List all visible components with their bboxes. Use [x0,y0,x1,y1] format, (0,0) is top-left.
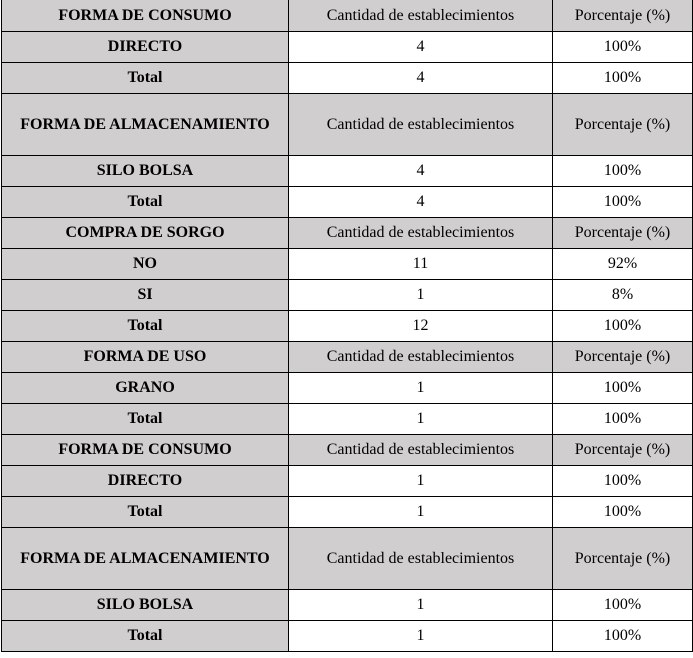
percent-column-header: Porcentaje (%) [553,0,693,32]
percent-column-header: Porcentaje (%) [553,528,693,590]
table-row [2,63,693,94]
percent-column-header: Porcentaje (%) [553,94,693,156]
section-title: FORMA DE CONSUMO [2,435,289,466]
percent-column-header: Porcentaje (%) [553,435,693,466]
row-label: Total [2,497,289,528]
section-header-row [2,218,693,249]
row-count: 1 [289,497,553,528]
section-title: FORMA DE USO [2,342,289,373]
row-percent: 100% [553,311,693,342]
row-percent: 100% [553,404,693,435]
row-label: Total [2,311,289,342]
row-count: 4 [289,63,553,94]
row-percent: 100% [553,497,693,528]
table-row [2,497,693,528]
row-label: SILO BOLSA [2,590,289,621]
row-percent: 100% [553,590,693,621]
row-percent: 100% [553,156,693,187]
table-row [2,249,693,280]
row-percent: 100% [553,466,693,497]
row-percent: 100% [553,32,693,63]
row-percent: 100% [553,187,693,218]
percent-column-header: Porcentaje (%) [553,218,693,249]
count-column-header: Cantidad de establecimientos [289,342,553,373]
row-count: 12 [289,311,553,342]
row-count: 1 [289,466,553,497]
row-label: Total [2,187,289,218]
row-percent: 100% [553,621,693,652]
count-column-header: Cantidad de establecimientos [289,218,553,249]
table-row [2,466,693,497]
section-header-row [2,94,693,156]
row-percent: 100% [553,373,693,404]
table-row [2,590,693,621]
percent-column-header: Porcentaje (%) [553,342,693,373]
row-count: 1 [289,404,553,435]
row-count: 1 [289,590,553,621]
table-row [2,156,693,187]
row-count: 11 [289,249,553,280]
count-column-header: Cantidad de establecimientos [289,94,553,156]
row-count: 4 [289,156,553,187]
row-label: Total [2,621,289,652]
table-row [2,621,693,652]
row-count: 1 [289,621,553,652]
count-column-header: Cantidad de establecimientos [289,0,553,32]
table-row [2,311,693,342]
row-label: SI [2,280,289,311]
row-label: DIRECTO [2,466,289,497]
row-count: 1 [289,280,553,311]
row-label: Total [2,404,289,435]
row-percent: 100% [553,63,693,94]
data-table [1,0,693,652]
section-title: FORMA DE ALMACENAMIENTO [2,528,289,590]
section-title: COMPRA DE SORGO [2,218,289,249]
section-header-row [2,528,693,590]
row-percent: 92% [553,249,693,280]
section-header-row [2,435,693,466]
table-row [2,404,693,435]
table-row [2,32,693,63]
row-label: NO [2,249,289,280]
row-count: 4 [289,187,553,218]
count-column-header: Cantidad de establecimientos [289,435,553,466]
row-count: 4 [289,32,553,63]
table-row [2,280,693,311]
count-column-header: Cantidad de establecimientos [289,528,553,590]
row-label: SILO BOLSA [2,156,289,187]
row-label: Total [2,63,289,94]
row-count: 1 [289,373,553,404]
table-row [2,187,693,218]
section-title: FORMA DE ALMACENAMIENTO [2,94,289,156]
section-header-row [2,0,693,32]
table-row [2,373,693,404]
section-title: FORMA DE CONSUMO [2,0,289,32]
section-header-row [2,342,693,373]
row-label: GRANO [2,373,289,404]
row-percent: 8% [553,280,693,311]
row-label: DIRECTO [2,32,289,63]
